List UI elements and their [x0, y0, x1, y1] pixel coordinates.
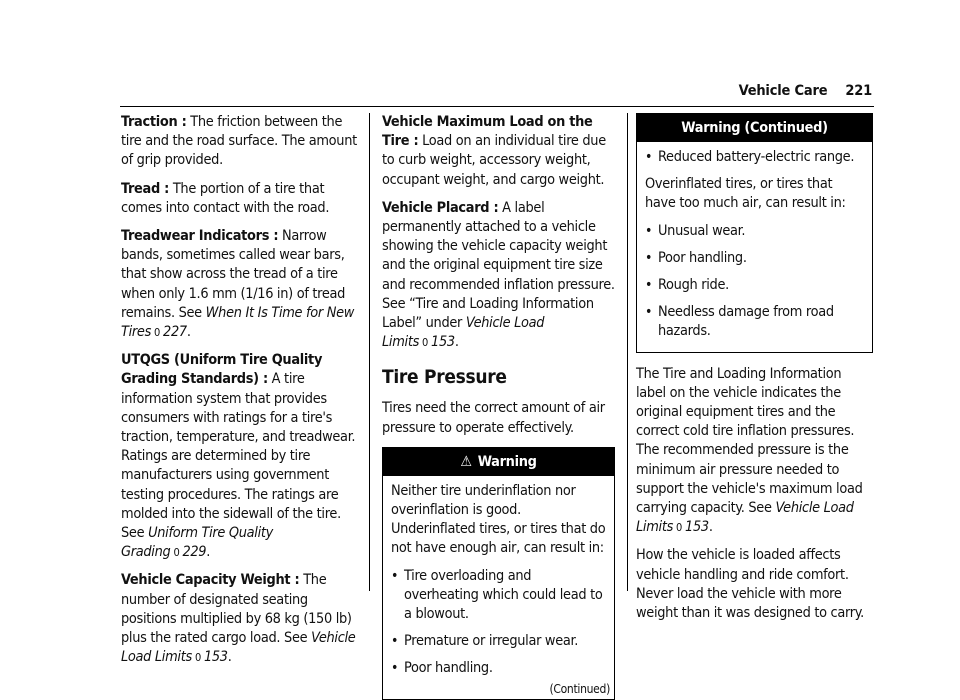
cross-reference-link[interactable]: Vehicle Load Limits [382, 315, 545, 351]
definition-text: A tire information system that provides consumers with ratings for a tire's traction, temperature, and treadwear. Ratings are determined by tire manufacturers using government testing procedures. The ratings are molded into the sidewall of the tire. See [121, 371, 356, 542]
punctuation: . [206, 544, 211, 561]
page-ref-number[interactable]: 153 [431, 334, 455, 351]
term: Vehicle Placard : [382, 199, 499, 216]
cross-reference-link[interactable]: Vehicle Load Limits [121, 630, 356, 666]
list-item: • Needless damage from road hazards. [645, 303, 864, 341]
column-divider-left [369, 113, 370, 591]
definition-utqgs [121, 351, 357, 562]
term: Treadwear Indicators : [121, 228, 279, 245]
cross-reference-link[interactable]: Uniform Tire Quality Grading [121, 525, 274, 561]
column-2 [382, 113, 615, 700]
tire-label-paragraph [636, 365, 873, 538]
paragraph-text: The Tire and Loading Information label on the vehicle indicates the original equipment tires and the correct cold tire inflation pressures. The recommended pressure is the minimum air pressure needed to support the vehicle's maximum load carrying capacity. See [636, 365, 863, 517]
definition-text: Narrow bands, sometimes called wear bars, that show across the tread of a tire when only 1.6 mm (1/16 in) of tread remains. See [121, 228, 346, 321]
term: Vehicle Maximum Load on the Tire : [382, 114, 593, 150]
page-ref-icon: 0 [173, 546, 180, 560]
definition-text: A label permanently attached to a vehicle showing the vehicle capacity weight and the original equipment tire size and recommended inflation pressure. See “Tire and Loading Information Label” under [382, 199, 615, 332]
definition-max-load [382, 113, 615, 190]
column-3 [636, 113, 873, 632]
definition-tread [121, 180, 357, 218]
page-ref-number[interactable]: 153 [685, 519, 709, 536]
warning-list [645, 148, 864, 167]
page-ref-number[interactable]: 227 [163, 324, 187, 341]
warning-box-continued [636, 113, 873, 353]
definition-text: The portion of a tire that comes into contact with the road. [121, 180, 330, 216]
punctuation: . [186, 324, 191, 341]
warning-text: Neither tire underinflation nor overinflation is good. Underinflated tires, or tires that do not have enough air, can result in: [391, 482, 606, 557]
column-divider-right [627, 113, 628, 591]
warning-icon: ⚠ [460, 453, 472, 470]
page-ref-icon: 0 [422, 336, 429, 350]
page-ref-number[interactable]: 229 [182, 544, 207, 561]
definition-text: The friction between the tire and the road surface. The amount of grip provided. [121, 114, 357, 169]
loading-paragraph: How the vehicle is loaded affects vehicle handling and ride comfort. Never load the vehicle with more weight than it was designed to carry. [636, 547, 864, 622]
list-item: • Rough ride. [645, 276, 864, 295]
definition-vehicle-placard [382, 199, 615, 353]
cross-reference-link[interactable]: Vehicle Load Limits [636, 500, 854, 536]
header-rule [120, 106, 874, 107]
page-header [739, 83, 872, 99]
list-item: • Poor handling. [391, 659, 606, 678]
punctuation: . [708, 519, 713, 536]
warning-title-bar [637, 114, 872, 142]
definition-vehicle-capacity-weight [121, 571, 357, 667]
definition-traction [121, 113, 357, 171]
definition-text: Load on an individual tire due to curb weight, accessory weight, occupant weight, and cargo weight. [382, 133, 606, 188]
warning-box [382, 447, 615, 700]
intro-paragraph: Tires need the correct amount of air pressure to operate effectively. [382, 400, 605, 436]
list-item: • Unusual wear. [645, 222, 864, 241]
section-title: Vehicle Care [738, 83, 828, 99]
warning-list [645, 222, 864, 342]
term: Vehicle Capacity Weight : [121, 572, 300, 589]
term: Traction : [121, 114, 187, 130]
list-item: • Reduced battery-electric range. [645, 148, 864, 167]
list-item: • Poor handling. [645, 249, 864, 268]
definition-treadwear-indicators [121, 227, 357, 342]
page-ref-number[interactable]: 153 [203, 649, 228, 666]
warning-text: Overinflated tires, or tires that have too much air, can result in: [645, 176, 846, 212]
warning-title: Warning (Continued) [681, 120, 828, 136]
cross-reference-link[interactable]: When It Is Time for New Tires [121, 304, 355, 341]
page-number: 221 [845, 83, 872, 99]
continued-label: (Continued) [549, 681, 610, 696]
list-item: • Tire overloading and overheating which could lead to a blowout. [391, 567, 606, 625]
warning-body [637, 142, 872, 352]
punctuation: . [227, 649, 232, 666]
page-ref-icon: 0 [676, 521, 683, 535]
page-ref-icon: 0 [194, 651, 201, 665]
punctuation: . [454, 334, 459, 351]
term: Tread : [121, 180, 170, 197]
warning-title: Warning [477, 453, 537, 470]
definition-text: The number of designated seating positions multiplied by 68 kg (150 lb) plus the rated cargo load. See [121, 572, 352, 647]
section-heading: Tire Pressure [382, 366, 507, 389]
term: UTQGS (Uniform Tire Quality Grading Standards) : [121, 352, 323, 388]
warning-list [391, 567, 606, 679]
list-item: • Premature or irregular wear. [391, 632, 606, 651]
column-1 [121, 113, 357, 676]
warning-title-bar [383, 448, 614, 476]
warning-body [383, 476, 614, 699]
page-ref-icon: 0 [154, 326, 161, 340]
